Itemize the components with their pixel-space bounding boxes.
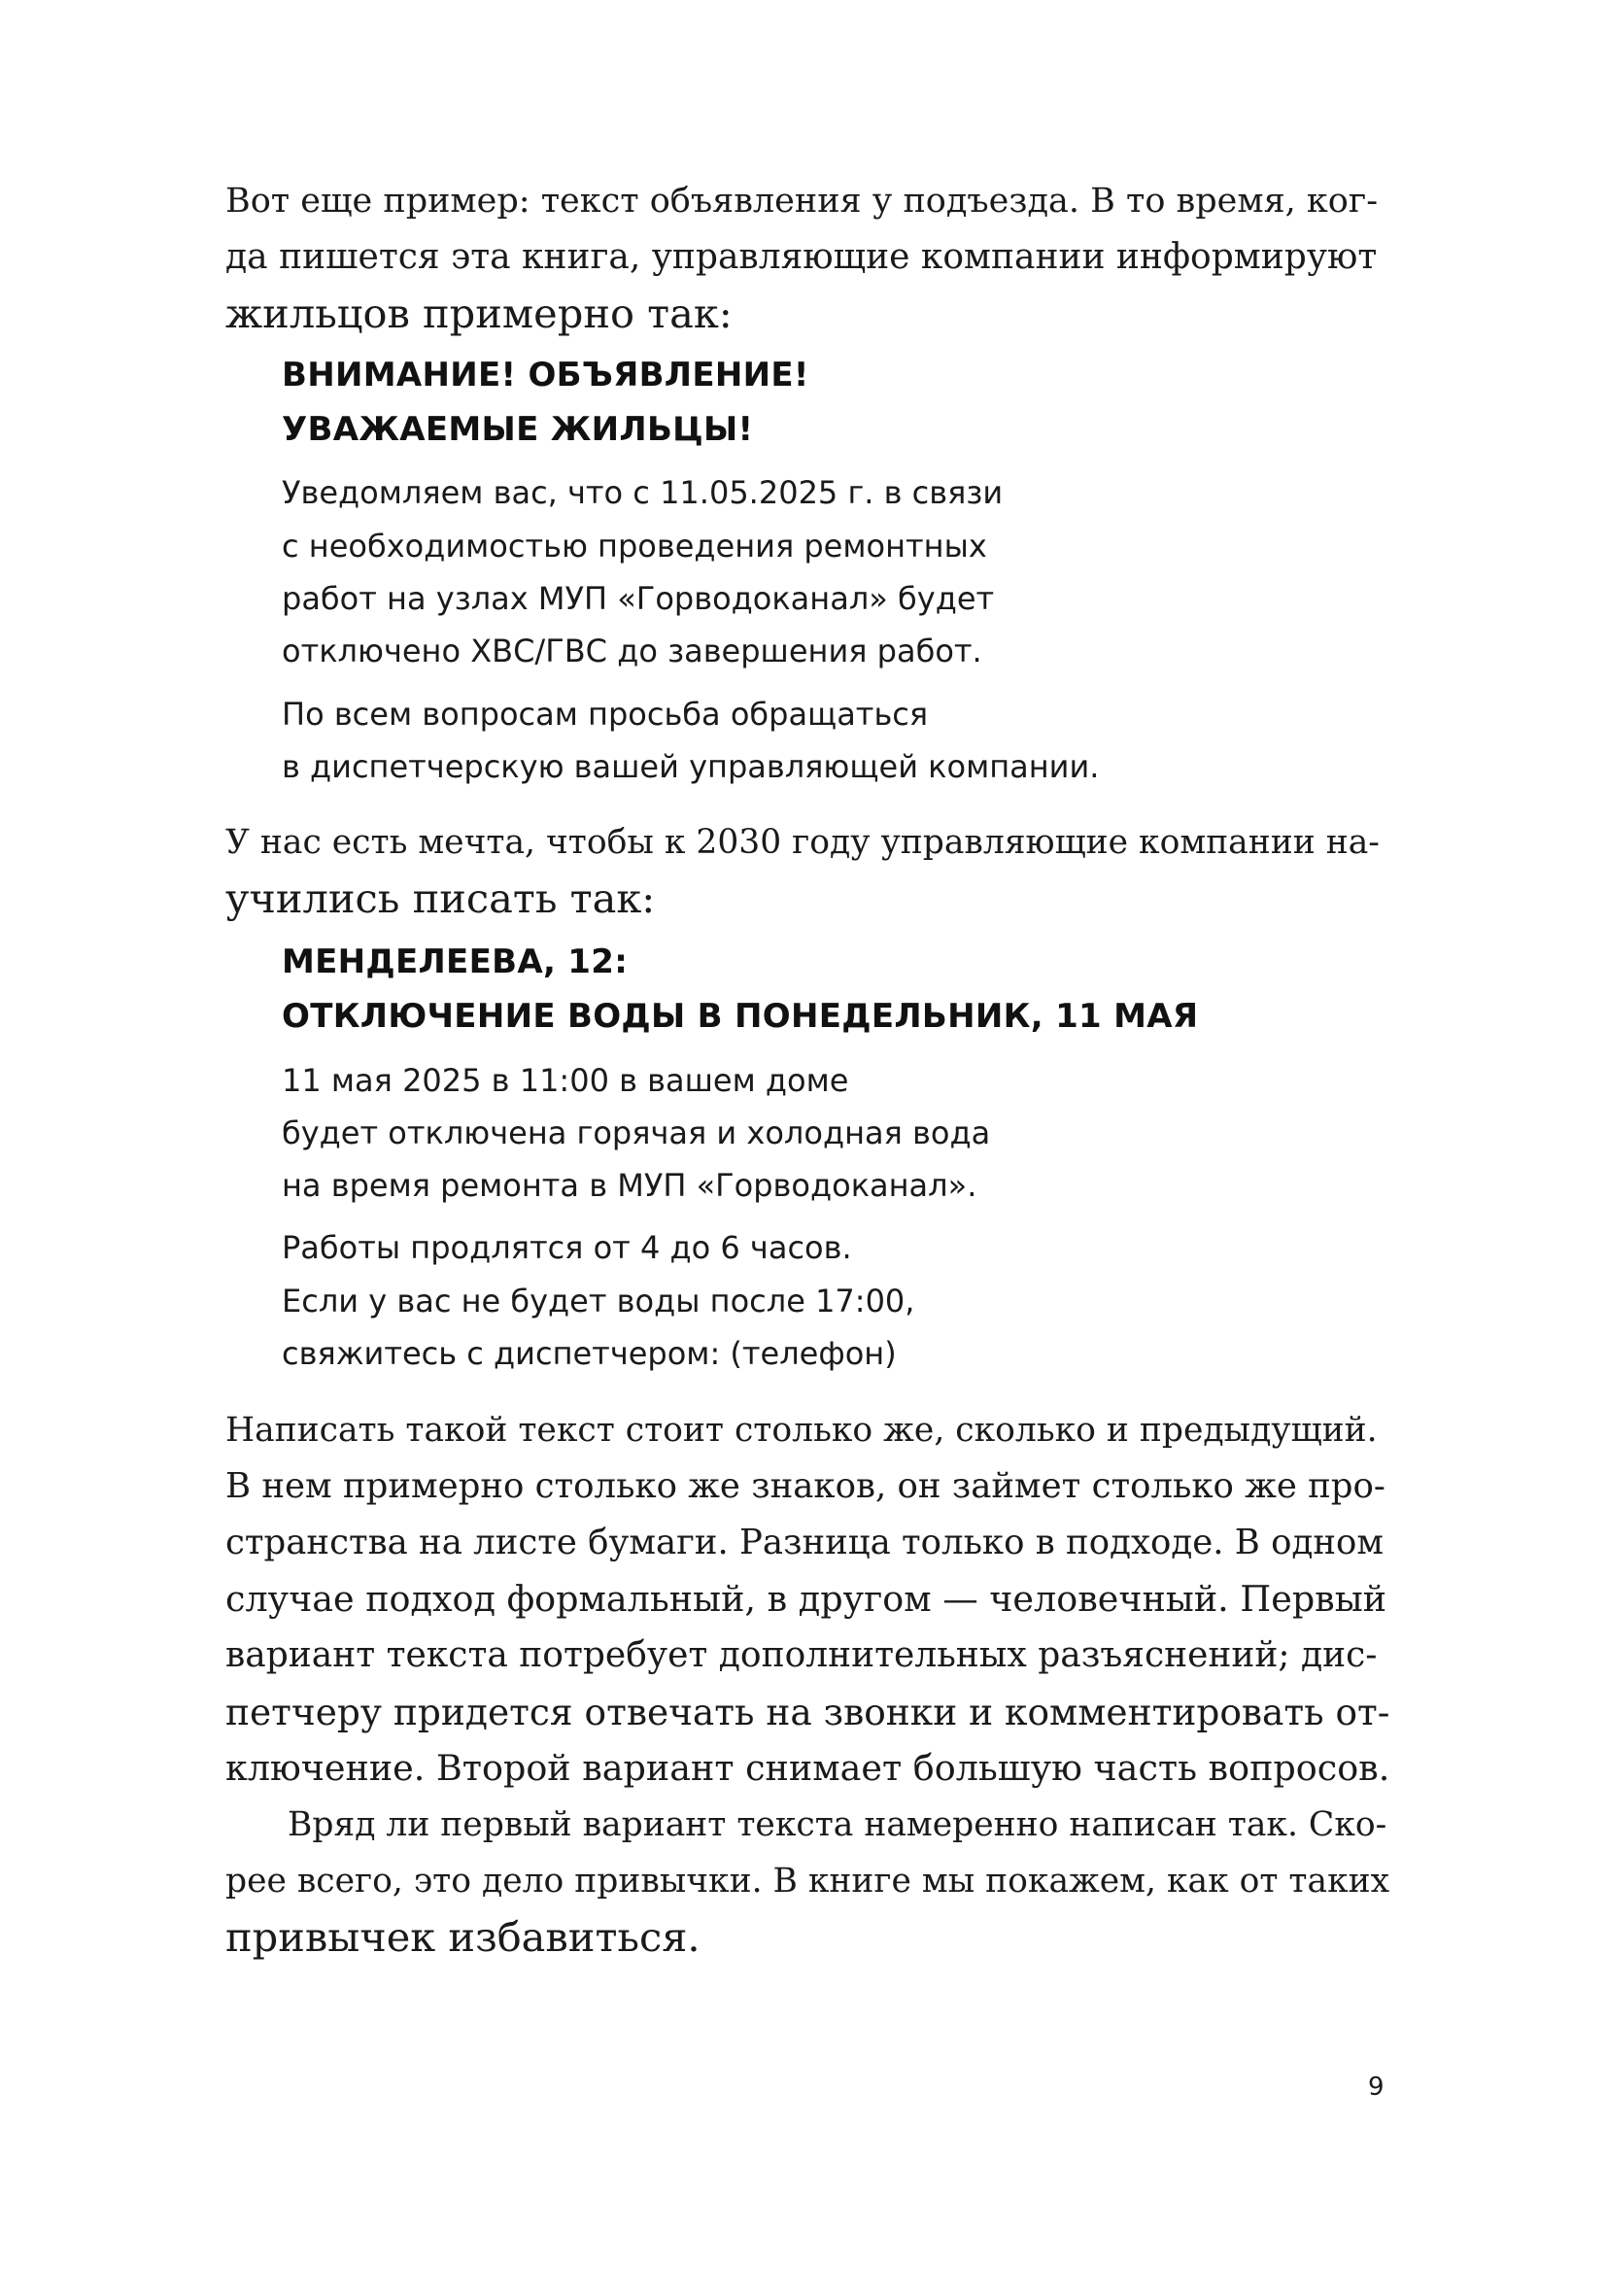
conclusion-line-4: случае подход формальный, в другом — человечный. Первый	[225, 1578, 1387, 1620]
old-notice-heading-1: ВНИМАНИЕ! ОБЪЯВЛЕНИЕ!	[282, 356, 809, 394]
conclusion-line-7: ключение. Второй вариант снимает большую часть вопросов.	[225, 1747, 1390, 1789]
new-notice-heading-1: МЕНДЕЛЕЕВА, 12:	[282, 942, 629, 981]
middle-line-2: учились писать так:	[225, 874, 656, 922]
new-notice-line-3: на время ремонта в МУП «Горводоканал».	[282, 1167, 977, 1204]
conclusion-line-6: петчеру придется отвечать на звонки и комментировать от-	[225, 1691, 1390, 1733]
conclusion-line-3: странства на листе бумаги. Разница только в подходе. В одном	[225, 1523, 1385, 1562]
page-number: 9	[1368, 2073, 1385, 2102]
old-notice-line-3: работ на узлах МУП «Горводоканал» будет	[282, 580, 995, 617]
conclusion-line-9: рее всего, это дело привычки. В книге мы покажем, как от таких	[225, 1862, 1390, 1901]
old-notice-line-4: отключено ХВС/ГВС до завершения работ.	[282, 633, 982, 669]
new-notice-heading-2: ОТКЛЮЧЕНИЕ ВОДЫ В ПОНЕДЕЛЬНИК, 11 МАЯ	[282, 997, 1199, 1036]
old-notice-line-6: в диспетчерскую вашей управляющей компании.	[282, 748, 1100, 785]
conclusion-line-10: привычек избавиться.	[225, 1913, 701, 1961]
intro-line-1: Вот еще пример: текст объявления у подъезда. В то время, ког-	[225, 182, 1379, 221]
new-notice-line-5: Если у вас не будет воды после 17:00,	[282, 1283, 915, 1319]
conclusion-line-2: В нем примерно столько же знаков, он займет столько же про-	[225, 1466, 1385, 1506]
old-notice-line-1: Уведомляем вас, что с 11.05.2025 г. в связи	[282, 474, 1004, 511]
conclusion-line-8: Вряд ли первый вариант текста намеренно написан так. Ско-	[288, 1805, 1387, 1844]
conclusion-line-5: вариант текста потребует дополнительных разъяснений; дис-	[225, 1635, 1378, 1675]
old-notice-line-5: По всем вопросам просьба обращаться	[282, 696, 929, 733]
new-notice-line-1: 11 мая 2025 в 11:00 в вашем доме	[282, 1062, 849, 1099]
intro-line-3: жильцов примерно так:	[225, 290, 733, 337]
new-notice-line-4: Работы продлятся от 4 до 6 часов.	[282, 1229, 852, 1266]
conclusion-line-1: Написать такой текст стоит столько же, сколько и предыдущий.	[225, 1411, 1378, 1450]
middle-line-1: У нас есть мечта, чтобы к 2030 году управляющие компании на-	[225, 823, 1380, 862]
old-notice-line-2: с необходимостью проведения ремонтных	[282, 528, 987, 565]
intro-line-2: да пишется эта книга, управляющие компании информируют	[225, 237, 1378, 277]
new-notice-line-2: будет отключена горячая и холодная вода	[282, 1114, 991, 1151]
old-notice-heading-2: УВАЖАЕМЫЕ ЖИЛЬЦЫ!	[282, 410, 754, 449]
new-notice-line-6: свяжитесь с диспетчером: (телефон)	[282, 1335, 897, 1372]
